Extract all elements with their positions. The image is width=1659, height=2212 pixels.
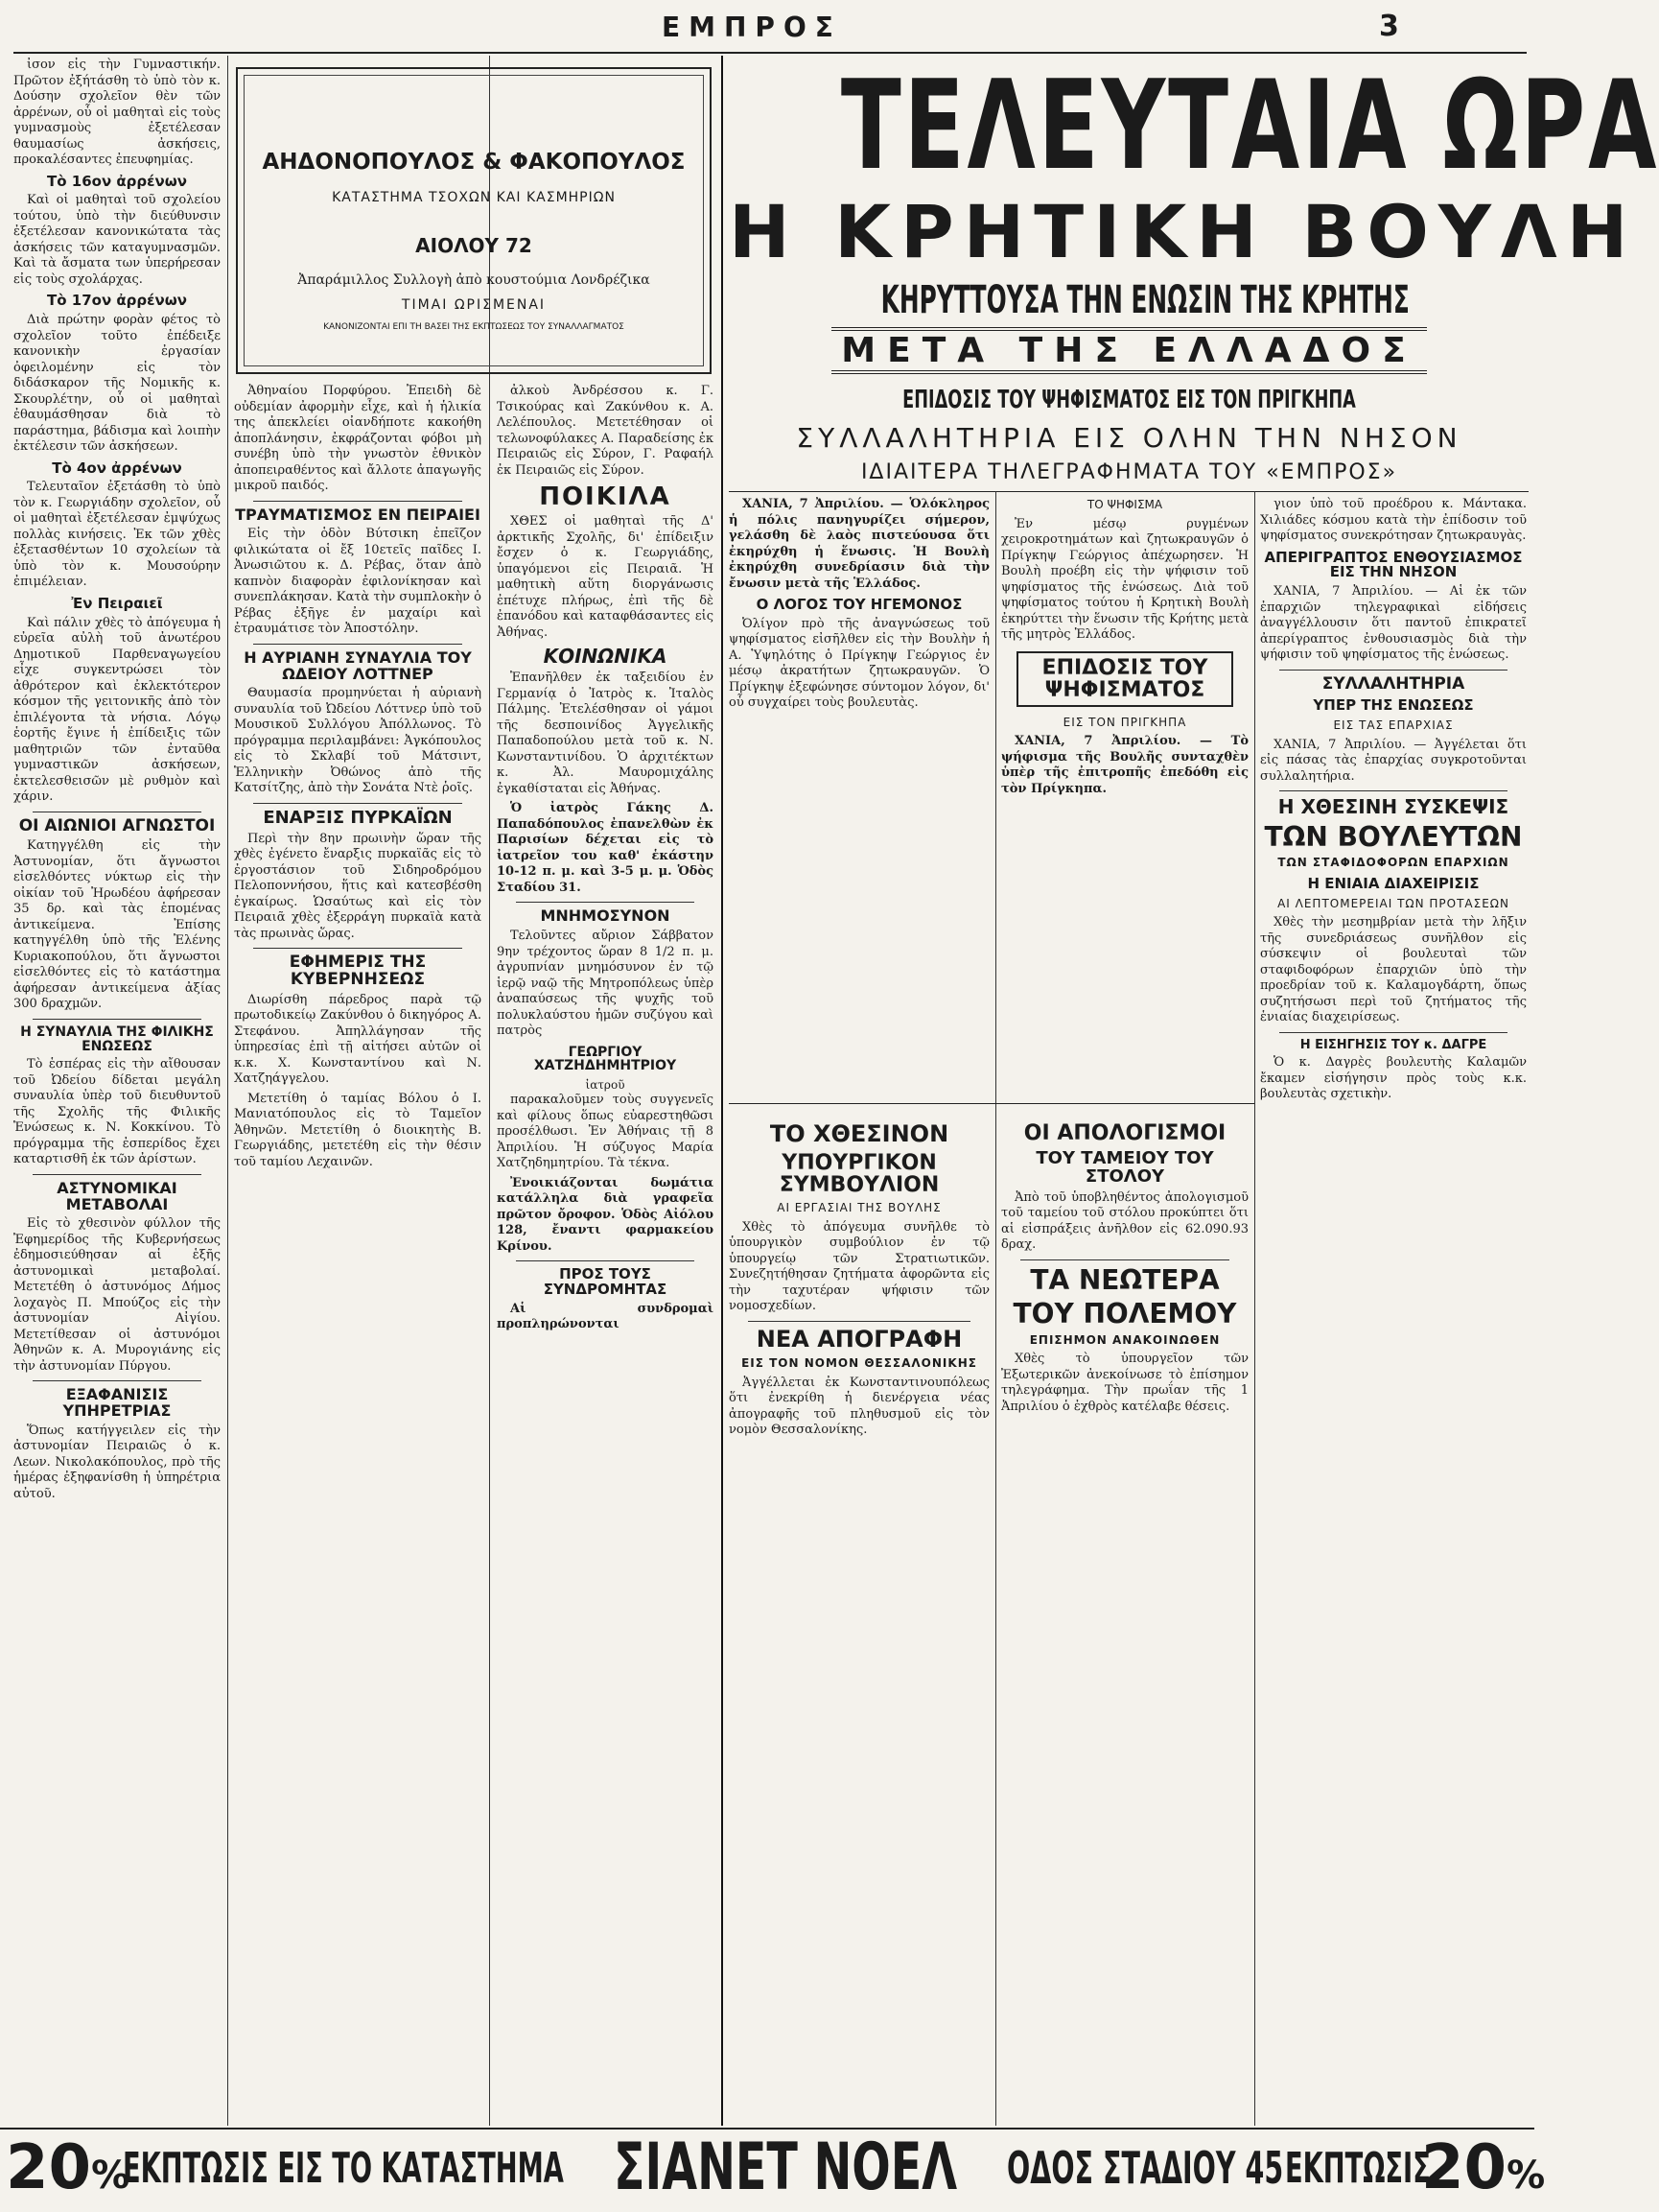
- page-number: 3: [1379, 10, 1399, 43]
- col3-sec1-text: ΧΘΕΣ οἱ μαθηταὶ τῆς Δ' ἀρκτικῆς Σχολῆς, δι' ἐπίδειξιν ἔσχεν ὁ κ. Γεωργιάδης, ὑπαγόμενοι εἰς Πειραιᾶ. Ἡ μαθητικὴ αὕτη διοργάνωσις ἐπέτυχε πλήρως, ἐπὶ τῆς δὲ ἐπανόδου καὶ καταφθάσαντες εἰς Ἀθήνας.: [497, 514, 713, 640]
- column-3: [497, 384, 713, 2120]
- banner-last-hour-text: ΤΕΛΕΥΤΑΙΑ ΩΡΑ: [840, 55, 1659, 198]
- footer-advert: [0, 2128, 1546, 2208]
- ra-l-text: Χθὲς τὸ ἀπόγευμα συνῆλθε τὸ ὑπουργικὸν συμβούλιον ἐν τῷ ὑπουργείῳ τῶν Στρατιωτικῶν. Συνεζητήθησαν ζητήματα ἀφορῶντα εἰς τὴν ταχυτέραν ψήφισιν τῶν νομοσχεδίων.: [729, 1219, 990, 1314]
- col1-sec5-title: ΟΙ ΑΙΩΝΙΟΙ ΑΓΝΩΣΤΟΙ: [18, 815, 216, 835]
- banner-delivery: [857, 384, 1402, 416]
- footer-right-number: 20: [1421, 2132, 1507, 2203]
- col1-sec2-title: Τὸ 17ον ἀρρένων: [47, 292, 187, 310]
- percent-icon: %: [1507, 2153, 1546, 2198]
- col1-sec4-title: Ἐν Πειραιεῖ: [71, 594, 163, 612]
- column-1: [13, 58, 221, 2120]
- col2-sec1-text: Εἰς τὴν ὁδὸν Βύτσικη ἐπεῖζον φιλικώτατα οἱ ἔξ 10ετεῖς παῖδες Ι. Ἀνωσιῶτου κ. Δ. Ρέβας, ὅταν ἀπὸ καπνὸν διαφορὰν ἐφιλονίκησαν καὶ συνεπλάκησαν. Κατὰ τὴν συμπλοκὴν ὁ Ρέβας ἐξῆγε ἐν μαχαίρι καὶ ἐτραυμάτισε τὸν Ἀποστόλην.: [234, 527, 481, 637]
- banner-cretan-parliament: [729, 189, 1638, 274]
- rb-text: Ἐν μέσῳ ρυγμένων χειροκροτημάτων καὶ ζητωκραυγῶν ὁ Πρίγκηψ Γεώργιος ἀπέχωρησεν. Ἡ Βουλὴ προέβη εἰς τὴν ψήφισιν τοῦ ψηφίσματος τῆς ἑνώσεως. Διὰ τοῦ ψηφίσματος τούτου ἡ Κρητικὴ Βουλὴ ἐκηρύττει τὴν ἕνωσιν τῆς Κρήτης μετὰ τῆς μητρὸς Ἑλλάδος.: [1001, 516, 1249, 642]
- col2-top-text: Ἀθηναίου Πορφύρου. Ἐπειδὴ δὲ οὐδεμίαν ἀφορμὴν εἶχε, καὶ ἡ ἡλικία της ἀπεκλείει οἰανδήποτε κακοήθη ἀποπλάνησιν, ἐκφράζονται φόβοι μὴ συνέβη ὑπὸ τὴν γνωστὸν ἐθνικὸν ἀποπειραθέντος καὶ ἄλλοτε ἀπαγωγῆς μικροῦ παιδός.: [234, 384, 481, 493]
- rb-m-title: ΟΙ ΑΠΟΛΟΓΙΣΜΟΙ: [1023, 1121, 1227, 1145]
- ra-text1: ΧΑΝΙΑ, 7 Ἀπριλίου. — Ὁλόκληρος ἡ πόλις πανηγυρίζει σήμερον, γελάσθη δὲ λαὸς πιστεύουσα ὅτι ἐκηρύχθη ἡ ἕνωσις. Ἡ Βουλὴ ἐκηρύχθη συνεδρίασιν διὰ τὴν ἔνωσιν μετὰ τῆς Ἑλλάδος.: [729, 497, 990, 591]
- rc-r-title2: ΤΩΝ ΒΟΥΛΕΥΤΩΝ: [1264, 821, 1523, 854]
- ra-title1: Ο ΛΟΓΟΣ ΤΟΥ ΗΓΕΜΟΝΟΣ: [756, 596, 963, 613]
- ad-line3: ΚΑΝΟΝΙΖΟΝΤΑΙ ΕΠΙ ΤΗ ΒΑΣΕΙ ΤΗΣ ΕΚΠΤΩΣΕΩΣ ΤΟΥ ΣΥΝΑΛΛΑΓΜΑΤΟΣ: [323, 322, 624, 332]
- ra-l-title: ΤΟ ΧΘΕΣΙΝΟΝ: [769, 1120, 949, 1147]
- footer-name: ΣΙΑΝΕΤ ΝΟΕΛ: [614, 2130, 958, 2205]
- col2-sec1-title: ΤΡΑΥΜΑΤΙΣΜΟΣ ΕΝ ΠΕΙΡΑΙΕΙ: [235, 505, 480, 524]
- col1-sec8-text: Ὅπως κατήγγειλεν εἰς τὴν ἀστυνομίαν Πειραιῶς ὁ κ. Λεων. Νικολακόπουλος, πρὸ τῆς ἡμέρας ἐξηφανίσθη ἡ ὑπηρέτρια αὐτοῦ.: [13, 1423, 221, 1501]
- footer-text3: ΕΚΠΤΩΣΙΣ: [1285, 2144, 1431, 2193]
- rc-text: γιον ὑπὸ τοῦ προέδρου κ. Μάντακα. Χιλιάδες κόσμου κατὰ τὴν ἐπίδοσιν τοῦ ψηφίσματος συνεκρότησαν ζητωκραυγὰς.: [1260, 497, 1527, 543]
- rc-r-text2: Ὁ κ. Δαγρὲς βουλευτὴς Καλαμῶν ἔκαμεν εἰσήγησιν πρὸς τοὺς κ.κ. βουλευτὰς σχετικὴν.: [1260, 1055, 1527, 1102]
- rb-sub2: ΕΙΣ ΤΟΝ ΠΡΙΓΚΗΠΑ: [1063, 715, 1187, 729]
- footer-left-percent: [6, 2133, 129, 2210]
- percent-icon: %: [91, 2153, 130, 2198]
- col1-sec1-title: Τὸ 16ον ἀρρένων: [47, 172, 187, 190]
- rc-text3: ΧΑΝΙΑ, 7 Ἀπριλίου. — Ἀγγέλεται ὅτι εἰς πάσας τὰς ἐπαρχίας συγκροτοῦνται συλλαλητήρια.: [1260, 737, 1527, 784]
- col1-sec7-text: Εἰς τὸ χθεσινὸν φύλλον τῆς Ἐφημερίδος τῆς Κυβερνήσεως ἐδημοσιεύθησαν αἱ ἑξῆς ἀστυνομικαὶ μεταβολαί. Μετετέθη ὁ ἀστυνόμος Δήμος λοχαγὸς Π. Μπούζος εἰς τὴν ἀστυνομίαν Αἰγίου. Μετετίθεσαν οἱ ἀστυνόμοι Ἀθηνῶν κ. Α. Μυρογιάνης εἰς τὴν ἀστυνομίαν Πύργου.: [13, 1216, 221, 1374]
- col1-sec4-text: Καὶ πάλιν χθὲς τὸ ἀπόγευμα ἡ εὐρεῖα αὐλὴ τοῦ ἀνωτέρου Δημοτικοῦ Παρθεναγωγείου εἶχε συγκεντρώσει τὸν ἀθρότερον καὶ ἐκλεκτότερον κόσμον τῆς γειτονικῆς ἀπὸ τὸν ἐπιλέγοντα τὰ νήσια. Λόγῳ ἑορτῆς ἔγινε ἡ ἐπίδειξις τῶν μαθητριῶν τῶν ἐνταῦθα γυμναστικῶν ἀσκήσεων, ἐκτελεσθεισῶν μὲ ρυθμὸν καὶ χάριν.: [13, 615, 221, 804]
- ad-firm: ΑΗΔΟΝΟΠΟΥΛΟΣ & ΦΑΚΟΠΟΥΛΟΣ: [262, 150, 686, 175]
- rb-text3: ΧΑΝΙΑ, 7 Ἀπριλίου. — Τὸ ψήφισμα τῆς Βουλῆς συνταχθὲν ὑπὲρ τῆς ἐπιτροπῆς ἐπεδόθη εἰς τὸν Πρίγκηπα.: [1001, 734, 1249, 796]
- col3-sec2-text: Ἐπανῆλθεν ἐκ ταξειδίου ἐν Γερμανίᾳ ὁ Ἰατρὸς κ. Ἰταλὸς Πάλμης. Ἐτελέσθησαν οἱ γάμοι τῆς δεσποινίδος Ἀγγελικῆς Παπαδοπούλου μετὰ τοῦ κ. Ν. Κωνσταντινίδου. Ὁ ἀρχιτέκτων κ. Ἀλ. Μαυρομιχάλης ἐγκαθίσταται εἰς Ἀθήνας.: [497, 671, 713, 796]
- col3-sec4-name: ΓΕΩΡΓΙΟΥ ΧΑΤΖΗΔΗΜΗΤΡΙΟΥ: [533, 1044, 677, 1074]
- banner-rallies: [729, 422, 1530, 455]
- rb-m-title3: ΤΑ ΝΕΩΤΕΡΑ: [1030, 1263, 1220, 1296]
- ad-shop: ΚΑΤΑΣΤΗΜΑ ΤΣΟΧΩΝ ΚΑΙ ΚΑΣΜΗΡΙΩΝ: [332, 190, 616, 205]
- rb-title: ΤΟ ΨΗΦΙΣΜΑ: [1087, 498, 1163, 511]
- col1-sec8-title: ΕΞΑΦΑΝΙΣΙΣ ΥΠΗΡΕΤΡΙΑΣ: [62, 1385, 172, 1421]
- col3-sec2-title: ΚΟΙΝΩΝΙΚΑ: [543, 645, 667, 669]
- col3-sec1-title: ΠΟΙΚΙΛΑ: [539, 482, 671, 511]
- col1-sec2-text: Διὰ πρώτην φορὰν φέτος τὸ σχολεῖον τοῦτο ἐπέδειξε κανονικὴν ἐργασίαν ὀφειλομένην εἰς τὸν διδάσκαρον τῆς Νομικῆς κ. Σκουρλέτην, οὗ οἱ μαθηταὶ ἐθαυμάσθησαν διὰ τὸ παράστημα, βάδισμα καὶ λοιπὴν ἐκτέλεσιν τῶν ἀσκήσεων.: [13, 313, 221, 454]
- col3-top-text: ἀλκοὺ Ἀνδρέσσου κ. Γ. Τσικούρας καὶ Ζακύνθου κ. Α. Λελέπουλος. Μετετέθησαν οἱ τελωνοφύλακες Α. Παραδείσης ἐκ Πειραιῶς εἰς Σύρον, Γ. Ραφαήλ ἐκ Πειραιῶς εἰς Σύρον.: [497, 384, 713, 478]
- col1-sec3-text: Τελευταῖον ἐξετάσθη τὸ ὑπὸ τὸν κ. Γεωργιάδην σχολεῖον, οὗ οἱ μαθηταὶ ἐξετέλεσαν ἐμψύχως πολλὰς κινήσεις. Ἐκ τῶν χθὲς ἐξετασθέντων 10 σχολείων τὰ ὑπὸ τὸν κ. Μουσούρην ἐπιμέλειαν.: [13, 480, 221, 590]
- col2-lower-text: Μετετίθη ὁ ταμίας Βόλου ὁ Ι. Μανιατόπουλος εἰς τὸ Ταμεῖον Ἀθηνῶν. Μετετίθη ὁ διοικητὴς Β. Γεωργιάδης, μετετέθη εἰς τὴν θέσιν τοῦ ταμίου Λεχαινῶν.: [234, 1091, 481, 1169]
- col3-sec4-title: ΜΝΗΜΟΣΥΝΟΝ: [540, 906, 670, 926]
- newspaper-name: ΕΜΠΡΟΣ: [662, 12, 842, 43]
- ra-l-sub3: ΕΙΣ ΤΟΝ ΝΟΜΟΝ ΘΕΣΣΑΛΟΝΙΚΗΣ: [741, 1356, 977, 1371]
- footer-right-percent: [1421, 2133, 1545, 2210]
- col3-sec4-role: ἰατροῦ: [585, 1077, 625, 1092]
- banner-with-greece-text: ΜΕΤΑ ΤΗΣ ΕΛΛΑΔΟΣ: [831, 327, 1426, 374]
- col3-sec4-text: Τελοῦντες αὔριον Σάββατον 9ην τρέχοντος ὥραν 8 1/2 π. μ. ἀγρυπνίαν μνημόσυνον ἐν τῷ ἱερῷ ναῷ τῆς Μητροπόλεως ὑπὲρ ἀναπαύσεως τῆς ψυχῆς τοῦ πολυκλαύστου ἡμῶν συζύγου καὶ πατρὸς: [497, 929, 713, 1039]
- ra-l-text3: Ἀγγέλλεται ἐκ Κωνσταντινουπόλεως ὅτι ἐνεκρίθη ἡ διενέργεια νέας ἀπογραφῆς τοῦ πληθυσμοῦ εἰς τὸν νομὸν Θεσσαλονίκης.: [729, 1375, 990, 1438]
- footer-left-number: 20: [6, 2132, 92, 2203]
- right-col-c: [1260, 497, 1527, 2118]
- col3-sec6-title: ΠΡΟΣ ΤΟΥΣ ΣΥΝΔΡΟΜΗΤΑΣ: [543, 1265, 667, 1299]
- banner-rallies-text: ΣΥΛΛΑΛΗΤΗΡΙΑ ΕΙΣ ΟΛΗΝ ΤΗΝ ΝΗΣΟΝ: [796, 422, 1462, 454]
- rc-sub2: ΥΠΕΡ ΤΗΣ ΕΝΩΣΕΩΣ: [1313, 696, 1474, 715]
- col1-sec6-title: Η ΣΥΝΑΥΛΙΑ ΤΗΣ ΦΙΛΙΚΗΣ ΕΝΩΣΕΩΣ: [20, 1024, 214, 1054]
- ad-line1: Ἀπαράμιλλος Συλλογὴ ἀπὸ κουστούμια Λονδρέζικα: [297, 272, 650, 288]
- banner-union-text: ΚΗΡΥΤΤΟΥΣΑ ΤΗΝ ΕΝΩΣΙΝ ΤΗΣ ΚΡΗΤΗΣ: [880, 278, 1410, 322]
- right-col-b-lower: [1001, 1109, 1249, 2120]
- col2-sec4-title: ΕΦΗΜΕΡΙΣ ΤΗΣ ΚΥΒΕΡΝΗΣΕΩΣ: [289, 953, 427, 990]
- col2-sec3-text: Περὶ τὴν 8ην πρωινὴν ὥραν τῆς χθὲς ἐγένετο ἔναρξις πυρκαϊᾶς εἰς τὸ ἐργοστάσιον τοῦ Σιδηροδρόμου Πελοποννήσου, ἥτις καὶ κατεσβέσθη ἐγκαίρως. Ὡσαύτως καὶ εἰς τὸν Πειραιᾶ χθὲς ἐξερράγη πυρκαϊὰ κατὰ τὰς πρωινὰς ὥρας.: [234, 831, 481, 941]
- footer-text1: ΕΚΠΤΩΣΙΣ ΕΙΣ ΤΟ ΚΑΤΑΣΤΗΜΑ: [123, 2144, 564, 2193]
- rc-r-title: Η ΧΘΕΣΙΝΗ ΣΥΣΚΕΨΙΣ: [1277, 795, 1509, 819]
- col1-sec7-title: ΑΣΤΥΝΟΜΙΚΑΙ ΜΕΤΑΒΟΛΑΙ: [57, 1178, 177, 1213]
- rb-m-text2: Χθὲς τὸ ὑπουργεῖον τῶν Ἐξωτερικῶν ἀνεκοίνωσε τὸ ἐπίσημον τηλεγράφημα. Τὴν πρωΐαν τῆς 1 Ἀπριλίου ὁ ἐχθρὸς κατέλαβε θέσεις.: [1001, 1352, 1249, 1414]
- right-col-a: [729, 497, 990, 1099]
- col3-sec3-text: Ὁ ἰατρὸς Γάκης Δ. Παπαδόπουλος ἐπανελθὼν ἐκ Παρισίων δέχεται εἰς τὸ ἰατρεῖον του καθ' ἑκάστην 10-12 π. μ. καὶ 3-5 μ. μ. Ὁδὸς Σταδίου 31.: [497, 801, 713, 895]
- banner-telegrams: [729, 459, 1530, 487]
- rc-r-text: Χθὲς τὴν μεσημβρίαν μετὰ τὴν λῆξιν τῆς συνεδριάσεως συνῆλθον εἰς σύσκεψιν οἱ βουλευταὶ τῶν σταφιδοφόρων ἐπαρχιῶν ὑπὸ τὴν προεδρίαν τοῦ κ. Καλαμογδάρτη, ὅπως συζητήσωσι περὶ τοῦ ζητήματος τῆς ἑνιαίας διαχειρίσεως.: [1260, 915, 1527, 1025]
- col1-sec3-title: Τὸ 4ον ἀρρένων: [52, 459, 182, 477]
- ad-line2: ΤΙΜΑΙ ΩΡΙΣΜΕΝΑΙ: [401, 297, 547, 313]
- ra-l-title3: ΝΕΑ ΑΠΟΓΡΑΦΗ: [756, 1325, 963, 1353]
- rb-m-title2: ΤΟΥ ΤΑΜΕΙΟΥ ΤΟΥ ΣΤΟΛΟΥ: [1036, 1148, 1214, 1187]
- col1-sec1-text: Καὶ οἱ μαθηταὶ τοῦ σχολείου τούτου, ὑπὸ τὴν διεύθυνσιν ἐξετέλεσαν κανονικώτατα τὰς ἀσκήσεις τῶν καταγυμνασμῶν. Καὶ τὰ ἄσματα των ὑπερήρεσαν εἰς τοὺς σχολάρχας.: [13, 193, 221, 287]
- rc-r-sub2: Η ΕΝΙΑΙΑ ΔΙΑΧΕΙΡΙΣΙΣ: [1307, 874, 1480, 892]
- banner-last-hour: [840, 55, 1659, 198]
- col2-sec2-text: Θαυμασία προμηνύεται ἡ αὐριανὴ συναυλία τοῦ Ὠδείου Λόττνερ ὑπὸ τοῦ Μουσικοῦ Συλλόγου Ἀπόλλωνος. Τὸ πρόγραμμα περιλαμβάνει: Ἀγκόπουλος εἰς τὸ Σκλαβί τοῦ Μάτσιντ, Ἑλληνικὴν Ὀθώνος ἀπὸ τῆς Κατσίτζης, ἀπὸ τὴν Σονάτα Ντὲ ῥοῖς.: [234, 686, 481, 796]
- col1-sec5-text: Κατηγγέλθη εἰς τὴν Ἀστυνομίαν, ὅτι ἄγνωστοι εἰσελθόντες νύκτωρ εἰς τὴν οἰκίαν τοῦ Ἠρωδέου ἀφήρεσαν 35 δρ. καὶ τὰς ἑπομένας ἀντικείμενα. Ἐπίσης κατηγγέλθη ὑπὸ τῆς Ἐλένης Κυριακοπούλου, ὅτι ἄγνωστοι εἰσελθόντες εἰς τὸ κατάστημα ἀφήρεσαν ἀντικείμενα ἀξίας 300 δραχμῶν.: [13, 838, 221, 1012]
- col1-sec6-text: Τὸ ἑσπέρας εἰς τὴν αἴθουσαν τοῦ Ὠδείου δίδεται μεγάλη συναυλία ὑπὲρ τοῦ διευθυντοῦ τῆς Σχολῆς τῆς Φιλικῆς Ἑνώσεως κ. Ν. Κοκκίνου. Τὸ πρόγραμμα τῆς ἐσπερίδος ἔχει καταρτισθῆ ἐκ τῶν ἀρίστων.: [13, 1057, 221, 1167]
- col2-sec4-text: Διωρίσθη πάρεδρος παρὰ τῷ πρωτοδικείῳ Ζακύνθου ὁ δικηγόρος Α. Στεφάνου. Ἀπηλλάγησαν τῆς ὑπηρεσίας ἐπὶ τῇ αἰτήσει αὐτῶν οἱ κ.κ. Χ. Κωνσταντίνου καὶ Ν. Χατζηάγγελου.: [234, 992, 481, 1087]
- rb-title2: ΕΠΙΔΟΣΙΣ ΤΟΥ ΨΗΦΙΣΜΑΤΟΣ: [1041, 655, 1208, 702]
- col3-sec6-text: Αἱ συνδρομαὶ προπληρώνονται: [497, 1301, 713, 1332]
- col1-intro: ἰσον εἰς τὴν Γυμναστικήν. Πρῶτον ἐξήτάσθη τὸ ὑπὸ τὸν κ. Δούσην σχολεῖον θὲν τῶν ἀρρένων, οὗ οἱ μαθηταὶ εἰς τοὺς γυμνασμοὺς ἐξετέλεσαν θαυμασίως ἀσκήσεις, προκαλέσαντες ἐπευφημίας.: [13, 58, 221, 167]
- ra-text2: Ὀλίγον πρὸ τῆς ἀναγνώσεως τοῦ ψηφίσματος εἰσῆλθεν εἰς τὴν Βουλὴν ἡ Α. Ὑψηλότης ὁ Πρίγκηψ Γεώργιος ἐν μέσῳ ἀκρατήτων ζητωκραυγῶν. Ὁ Πρίγκηψ ἐξεφώνησε σύντομον λόγον, δι' οὗ συγχαίρει τοὺς βουλευτὰς.: [729, 616, 990, 711]
- rc-r-sub3: ΑΙ ΛΕΠΤΟΜΕΡΕΙΑΙ ΤΩΝ ΠΡΟΤΑΣΕΩΝ: [1277, 896, 1509, 910]
- ra-l-sub: ΑΙ ΕΡΓΑΣΙΑΙ ΤΗΣ ΒΟΥΛΗΣ: [777, 1201, 942, 1215]
- rc-r-sub: ΤΩΝ ΣΤΑΦΙΔΟΦΟΡΩΝ ΕΠΑΡΧΙΩΝ: [1277, 856, 1509, 870]
- banner-delivery-text: ΕΠΙΔΟΣΙΣ ΤΟΥ ΨΗΦΙΣΜΑΤΟΣ ΕΙΣ ΤΟΝ ΠΡΙΓΚΗΠΑ: [902, 386, 1356, 414]
- ad-address: ΑΙΟΛΟΥ 72: [415, 234, 532, 257]
- rc-text2: ΧΑΝΙΑ, 7 Ἀπριλίου. — Αἱ ἐκ τῶν ἐπαρχιῶν τηλεγραφικαὶ εἰδήσεις ἀναγγέλλουσιν ὅτι παντοῦ ἐπικρατεῖ ἀπερίγραπτος ἐνθουσιασμὸς διὰ τὴν ψήφισιν τοῦ ψηφίσματος τῆς ἑνώσεως.: [1260, 584, 1527, 662]
- col3-sec4-text2: παρακαλοῦμεν τοὺς συγγενεῖς καὶ φίλους ὅπως εὐαρεστηθῶσι προσέλθωσι. Ἐν Ἀθήναις τῇ 8 Ἀπριλίου. Ἡ σύζυγος Μαρία Χατζηδημητρίου. Τὰ τέκνα.: [497, 1093, 713, 1171]
- rb-m-sub: ΕΠΙΣΗΜΟΝ ΑΝΑΚΟΙΝΩΘΕΝ: [1029, 1332, 1221, 1347]
- rc-r-title5: Η ΕΙΣΗΓΗΣΙΣ ΤΟΥ κ. ΔΑΓΡΕ: [1299, 1037, 1487, 1052]
- right-col-a-lower: [729, 1109, 990, 2120]
- rb-m-text: Ἀπὸ τοῦ ὑποβληθέντος ἀπολογισμοῦ τοῦ ταμείου τοῦ στόλου προκύπτει ὅτι αἱ εἰσπράξεις ἀνῆλθον εἰς 62.090.93 δραχ.: [1001, 1189, 1249, 1253]
- masthead: [0, 0, 1534, 58]
- rb-m-title4: ΤΟΥ ΠΟΛΕΜΟΥ: [1013, 1298, 1237, 1330]
- col3-sec5-text: Ἐνοικιάζονται δωμάτια κατάλληλα διὰ γραφεῖα πρῶτον ὄροφον. Ὁδὸς Αἰόλου 128, ἔναντι φαρμακείου Κρίνου.: [497, 1175, 713, 1254]
- ad-box: [236, 67, 712, 374]
- rc-title2: ΣΥΛΛΑΛΗΤΗΡΙΑ: [1321, 673, 1465, 694]
- ra-l-title2: ΥΠΟΥΡΓΙΚΟΝ ΣΥΜΒΟΥΛΙΟΝ: [779, 1151, 940, 1198]
- col2-sec2-title: Η ΑΥΡΙΑΝΗ ΣΥΝΑΥΛΙΑ ΤΟΥ ΩΔΕΙΟΥ ΛΟΤΤΝΕΡ: [244, 647, 472, 683]
- col2-sec3-title: ΕΝΑΡΞΙΣ ΠΥΡΚΑΪΩΝ: [263, 807, 453, 828]
- banner-union: [880, 278, 1410, 322]
- rc-sub3: ΕΙΣ ΤΑΣ ΕΠΑΡΧΙΑΣ: [1333, 718, 1454, 733]
- footer-text2: ΟΔΟΣ ΣΤΑΔΙΟΥ 45: [1007, 2142, 1284, 2194]
- banner-cretan-parliament-text: Η ΚΡΗΤΙΚΗ ΒΟΥΛΗ: [729, 189, 1638, 274]
- banner-telegrams-text: ΙΔΙΑΙΤΕΡΑ ΤΗΛΕΓΡΑΦΗΜΑΤΑ ΤΟΥ «ΕΜΠΡΟΣ»: [860, 460, 1398, 484]
- right-col-b: [1001, 497, 1249, 1099]
- column-2: [234, 384, 481, 2120]
- rc-title: ΑΠΕΡΙΓΡΑΠΤΟΣ ΕΝΘΟΥΣΙΑΣΜΟΣ ΕΙΣ ΤΗΝ ΝΗΣΟΝ: [1264, 548, 1523, 581]
- banner-with-greece: [729, 330, 1530, 372]
